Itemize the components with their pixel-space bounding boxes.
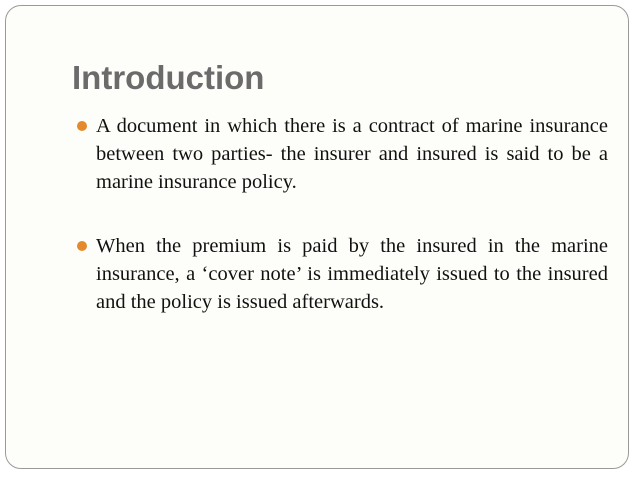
- bullet-dot-icon: [77, 121, 87, 131]
- slide-frame: [5, 5, 629, 469]
- bullet-item: [72, 112, 608, 196]
- slide-title: Introduction: [72, 59, 265, 96]
- bullet-list: [72, 112, 608, 316]
- bullet-text: When the premium is paid by the insured in the marine insurance, a ‘cover note’ is immediately issued to the insured and the policy is issued afterwards.: [96, 235, 608, 313]
- bullet-text: A document in which there is a contract of marine insurance between two parties- the insurer and insured is said to be a marine insurance policy.: [96, 115, 608, 193]
- bullet-item: [72, 232, 608, 316]
- bullet-dot-icon: [77, 241, 87, 251]
